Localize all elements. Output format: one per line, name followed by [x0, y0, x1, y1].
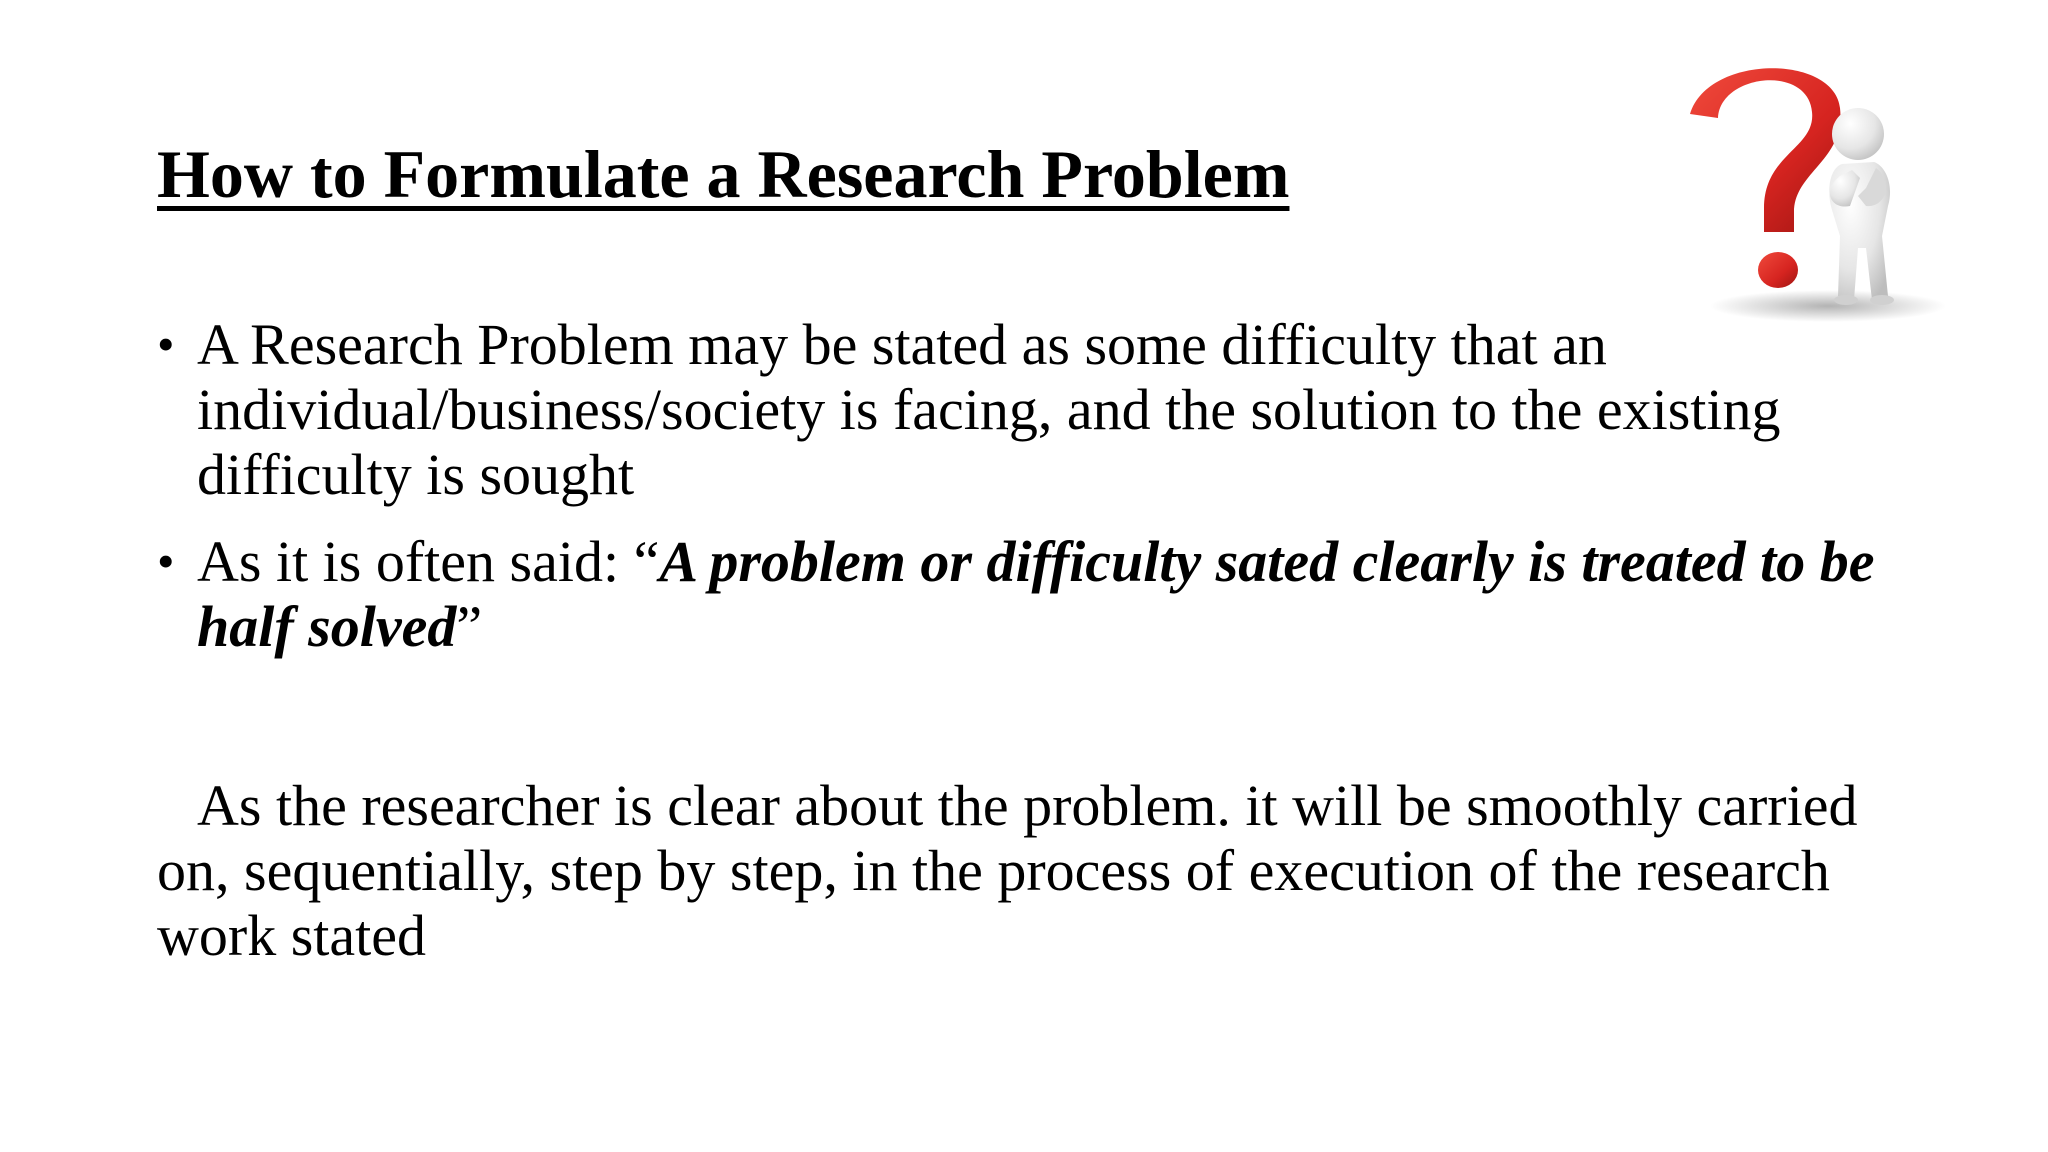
bullet-marker: •	[157, 316, 175, 372]
bullet-marker: •	[157, 533, 175, 589]
bullet-item	[157, 529, 1897, 659]
bullet-prefix: As it is often said: “	[197, 529, 660, 594]
paragraph-text: As the researcher is clear about the problem. it will be smoothly carried on, sequentially, step by step, in the process of execution of the research work stated	[157, 773, 1858, 968]
bullet-list	[157, 312, 1897, 681]
body-paragraph	[157, 773, 1907, 968]
slide-title: How to Formulate a Research Problem	[157, 136, 1290, 212]
bullet-item	[157, 312, 1897, 507]
bullet-text: A Research Problem may be stated as some difficulty that an individual/business/society is facing, and the solution to the existing difficulty is sought	[197, 312, 1781, 507]
quote-emphasis: A problem or difficulty sated clearly is treated to be half solved	[197, 529, 1875, 659]
question-mark-figure-icon	[1690, 60, 1950, 350]
bullet-suffix: ”	[456, 594, 483, 659]
